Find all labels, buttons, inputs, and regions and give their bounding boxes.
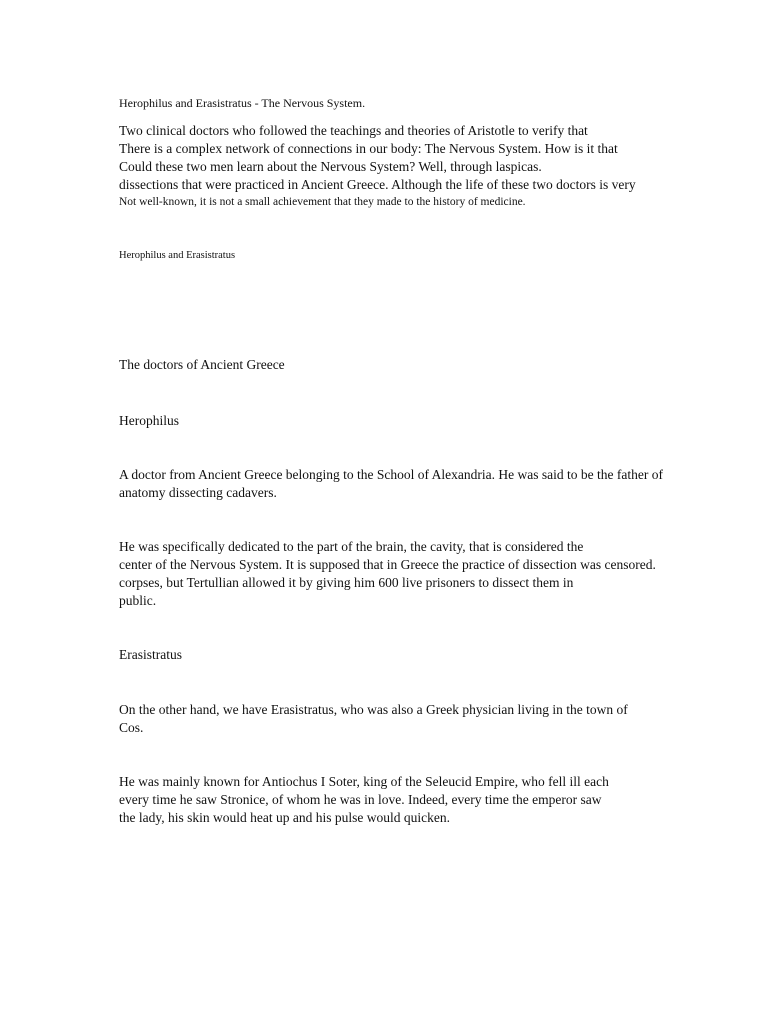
image-caption: Herophilus and Erasistratus	[119, 250, 236, 261]
section-heading: The doctors of Ancient Greece	[119, 357, 285, 372]
herophilus-p2-line-2: center of the Nervous System. It is supposed that in Greece the practice of dissection was censored.	[119, 557, 656, 572]
herophilus-p2-line-4: public.	[119, 593, 157, 608]
herophilus-heading: Herophilus	[119, 413, 179, 428]
erasistratus-p1-line-1: On the other hand, we have Erasistratus, who was also a Greek physician living in the town of	[119, 702, 628, 717]
intro-line-3: Could these two men learn about the Nervous System? Well, through laspicas.	[119, 159, 542, 174]
herophilus-p2-line-1: He was specifically dedicated to the part of the brain, the cavity, that is considered the	[119, 539, 584, 554]
intro-line-1: Two clinical doctors who followed the teachings and theories of Aristotle to verify that	[119, 123, 588, 138]
herophilus-p1-line-2: anatomy dissecting cadavers.	[119, 485, 277, 500]
intro-line-2: There is a complex network of connections in our body: The Nervous System. How is it that	[119, 141, 618, 156]
herophilus-p2-line-3: corpses, but Tertullian allowed it by giving him 600 live prisoners to dissect them in	[119, 575, 574, 590]
erasistratus-p2-line-1: He was mainly known for Antiochus I Soter, king of the Seleucid Empire, who fell ill each	[119, 774, 609, 789]
erasistratus-p1-line-2: Cos.	[119, 720, 144, 735]
erasistratus-p2-line-3: the lady, his skin would heat up and his pulse would quicken.	[119, 810, 450, 825]
herophilus-p1-line-1: A doctor from Ancient Greece belonging to the School of Alexandria. He was said to be the father of	[119, 467, 663, 482]
intro-line-4: dissections that were practiced in Ancient Greece. Although the life of these two doctors is very	[119, 177, 636, 192]
document-title: Herophilus and Erasistratus - The Nervous System.	[119, 96, 366, 110]
erasistratus-heading: Erasistratus	[119, 647, 182, 662]
intro-line-5: Not well-known, it is not a small achievement that they made to the history of medicine.	[119, 196, 526, 208]
erasistratus-p2-line-2: every time he saw Stronice, of whom he was in love. Indeed, every time the emperor saw	[119, 792, 602, 807]
